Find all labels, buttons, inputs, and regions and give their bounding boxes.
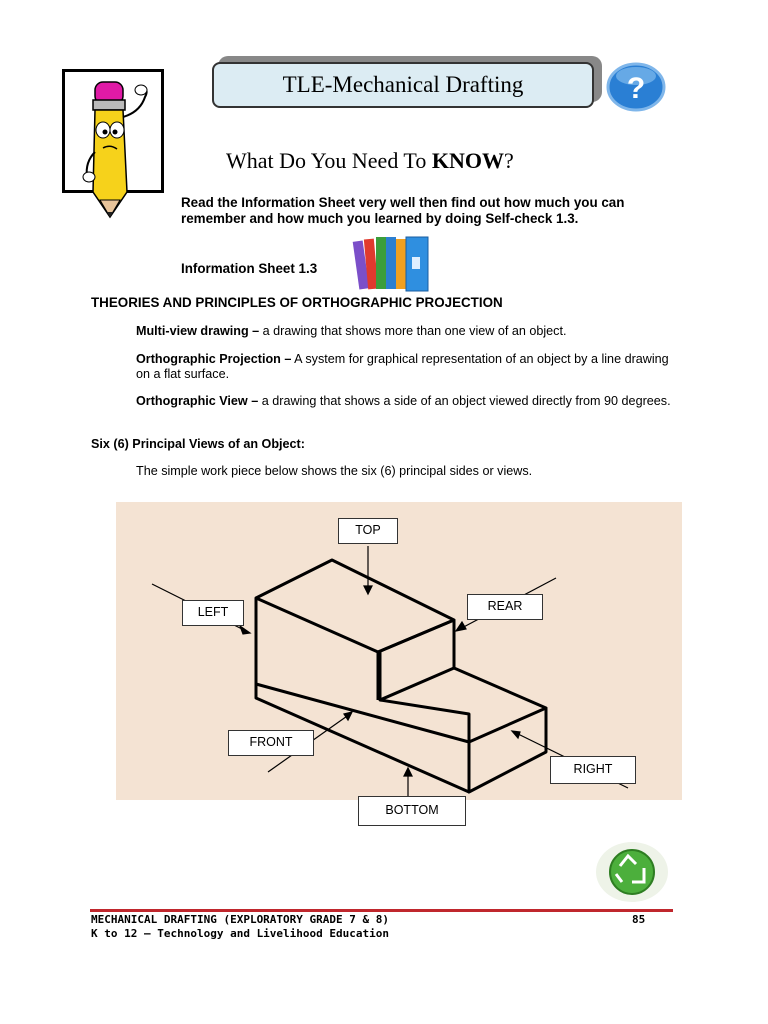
intro-paragraph: Read the Information Sheet very well then find out how much you can remember and how much you learned by doing Self-check 1.3. xyxy=(181,195,625,226)
information-sheet-label: Information Sheet 1.3 xyxy=(181,261,318,276)
label-top: TOP xyxy=(338,518,398,544)
principal-views-title: Six (6) Principal Views of an Object: xyxy=(91,437,305,451)
svg-text:?: ? xyxy=(626,72,646,105)
page-number: 85 xyxy=(632,913,646,926)
books-icon xyxy=(352,231,436,295)
principal-views-text: The simple work piece below shows the six (6) principal sides or views. xyxy=(136,464,533,478)
label-right: RIGHT xyxy=(550,756,636,784)
recycle-globe-icon xyxy=(590,838,674,906)
definition-term: Orthographic View – xyxy=(136,394,259,408)
heading-bold: KNOW xyxy=(431,148,504,173)
heading-text: What Do You Need To xyxy=(226,148,432,173)
label-rear: REAR xyxy=(467,594,543,620)
page-title: TLE-Mechanical Drafting xyxy=(212,62,594,108)
footer-rule xyxy=(90,909,673,912)
pencil-mascot-frame xyxy=(62,69,164,193)
work-piece-figure xyxy=(116,502,682,800)
definition-multi-view xyxy=(136,324,676,339)
label-left: LEFT xyxy=(182,600,244,626)
heading-mark: ? xyxy=(503,148,514,173)
footer-course-title: MECHANICAL DRAFTING (EXPLORATORY GRADE 7 & 8) xyxy=(91,913,390,926)
question-mark-icon xyxy=(606,62,666,112)
definition-term: Multi-view drawing – xyxy=(136,324,260,338)
definition-text: A system for graphical representation of an object by a line drawing on a flat surface. xyxy=(136,352,669,381)
section-title: THEORIES AND PRINCIPLES OF ORTHOGRAPHIC PROJECTION xyxy=(91,295,503,310)
label-front: FRONT xyxy=(228,730,314,756)
footer-subtitle: K to 12 – Technology and Livelihood Education xyxy=(91,927,390,940)
section-heading xyxy=(226,148,514,174)
label-bottom: BOTTOM xyxy=(358,796,466,826)
definition-text: a drawing that shows more than one view of an object. xyxy=(259,324,567,338)
pencil-mascot-icon xyxy=(65,72,161,222)
definition-orthographic-projection xyxy=(136,352,676,382)
definition-orthographic-view xyxy=(136,394,676,409)
definition-term: Orthographic Projection – xyxy=(136,352,292,366)
definition-text: a drawing that shows a side of an object viewed directly from 90 degrees. xyxy=(258,394,671,408)
